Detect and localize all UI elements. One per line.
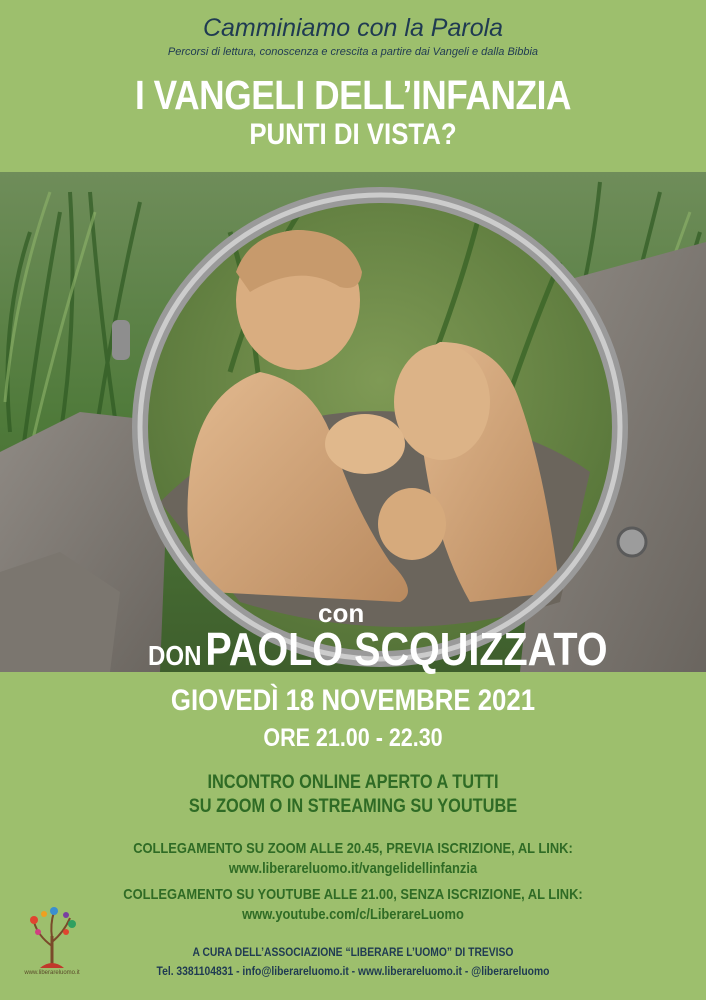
online-line-1: INCONTRO ONLINE APERTO A TUTTI — [207, 772, 499, 793]
main-subtitle: PUNTI DI VISTA? — [249, 118, 457, 151]
youtube-link[interactable]: www.youtube.com/c/LiberareLuomo — [242, 906, 464, 923]
main-title: I VANGELI DELL’INFANZIA — [134, 72, 572, 118]
speaker-name: PAOLO SCQUIZZATO — [205, 623, 608, 675]
association-logo — [24, 906, 80, 978]
contacts: Tel. 3381104831 - info@liberareluomo.it - www.liberareluomo.it - @liberareluomo — [156, 964, 550, 978]
zoom-link[interactable]: www.liberareluomo.it/vangelidellinfanzia — [228, 860, 478, 877]
series-title: Camminiamo con la Parola — [202, 14, 504, 42]
curated-by: A CURA DELL’ASSOCIAZIONE “LIBERARE L’UOMO” DI TREVISO — [192, 945, 514, 959]
tree-logo-icon — [24, 906, 80, 970]
header — [0, 0, 706, 172]
youtube-info: COLLEGAMENTO SU YOUTUBE ALLE 21.00, SENZA ISCRIZIONE, AL LINK: — [123, 886, 583, 903]
event-date: GIOVEDÌ 18 NOVEMBRE 2021 — [170, 684, 536, 717]
speaker-con: con — [318, 598, 365, 628]
online-line-2: SU ZOOM O IN STREAMING SU YOUTUBE — [188, 796, 518, 817]
zoom-info: COLLEGAMENTO SU ZOOM ALLE 20.45, PREVIA ISCRIZIONE, AL LINK: — [133, 840, 573, 857]
nativity-photo — [0, 172, 706, 672]
logo-text: www.liberareluomo.it — [24, 970, 80, 976]
speaker — [148, 622, 608, 676]
series-subtitle: Percorsi di lettura, conoscenza e crescita a partire dai Vangeli e dalla Bibbia — [167, 46, 539, 58]
event-time: ORE 21.00 - 22.30 — [263, 724, 443, 752]
nativity-illustration — [0, 172, 706, 672]
speaker-title: DON — [148, 640, 202, 671]
